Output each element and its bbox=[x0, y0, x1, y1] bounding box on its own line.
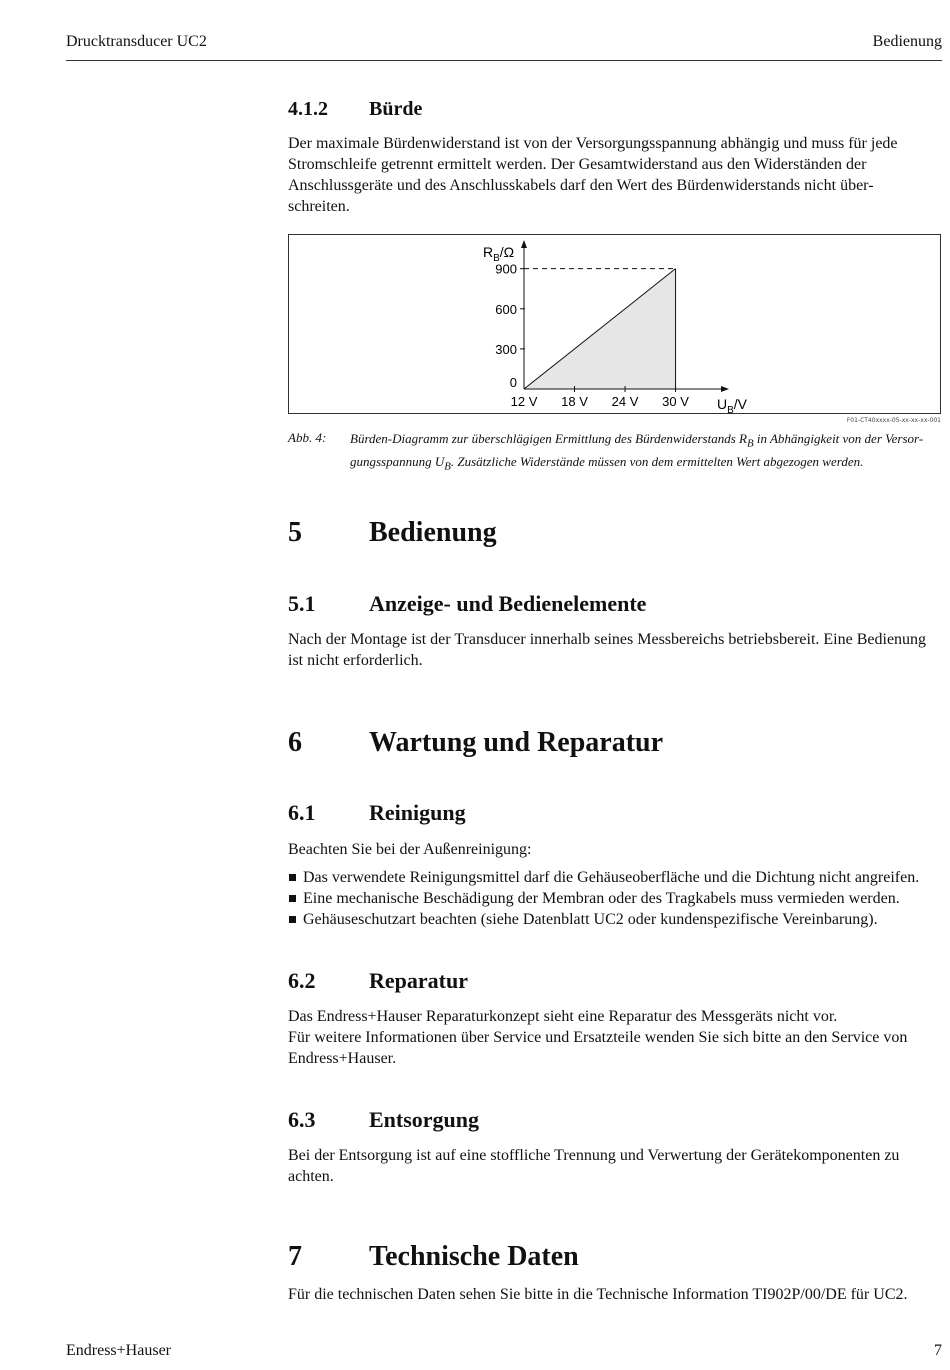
y-axis-label: $R_B/\Omega$ bbox=[483, 244, 515, 264]
running-header-chapter: Bedienung bbox=[872, 33, 942, 50]
figure-code: F01-CT40xxxx-05-xx-xx-xx-001 bbox=[846, 417, 941, 424]
paragraph-technische-daten: Für die technischen Daten sehen Sie bitte in die Technische Information TI902P/00/DE für UC2. bbox=[288, 1286, 908, 1303]
load-diagram-chart bbox=[289, 235, 940, 413]
paragraph-bedienelemente: Nach der Montage ist der Transducer innerhalb seines Messbereichs betriebsbereit. Eine Bedienung ist nicht erforderlich. bbox=[288, 631, 927, 669]
x-axis-label: $U_B/V$ bbox=[717, 396, 748, 413]
x-axis-arrow bbox=[721, 386, 729, 392]
heading-5: 5 Bedienung bbox=[288, 517, 497, 548]
y-tick-label: 300 bbox=[495, 341, 517, 357]
x-tick-label: 12 V bbox=[510, 394, 538, 409]
heading-7: 7 Technische Daten bbox=[288, 1241, 579, 1272]
paragraph-entsorgung: Bei der Entsorgung ist auf eine stoffliche Trennung und Verwertung der Gerätekomponenten zu achten. bbox=[288, 1147, 900, 1185]
reinigung-bullet-list bbox=[288, 867, 948, 930]
list-item: Eine mechanische Beschädigung der Membran oder des Tragkabels muss vermieden werden. bbox=[288, 888, 948, 909]
page-number: 7 bbox=[934, 1342, 942, 1359]
heading-4-1-2: 4.1.2 Bürde bbox=[288, 98, 423, 120]
y-axis-arrow bbox=[521, 240, 527, 248]
running-header-title: Drucktransducer UC2 bbox=[66, 33, 207, 50]
heading-6-2: 6.2 Reparatur bbox=[288, 968, 468, 993]
header-rule bbox=[66, 60, 942, 61]
y-tick-label: 600 bbox=[495, 301, 517, 317]
x-tick-label: 18 V bbox=[561, 394, 588, 409]
load-diagram-figure bbox=[288, 234, 941, 414]
heading-6: 6 Wartung und Reparatur bbox=[288, 727, 664, 758]
heading-6-1: 6.1 Reinigung bbox=[288, 800, 466, 825]
paragraph-buerde: Der maximale Bürdenwiderstand ist von der Versorgungsspannung abhängig und muss für jede Stromschleife getrennt ermittelt werden. Der Gesamtwiderstand aus den Widerständen der Anschlussgeräte und des Anschlusskabels darf den Wert des Bürdenwiderstands nicht über- schreiten. bbox=[288, 135, 898, 215]
y-tick-label: 0 bbox=[509, 375, 517, 390]
heading-5-1: 5.1 Anzeige- und Bedienelemente bbox=[288, 591, 647, 616]
list-item: Das verwendete Reinigungsmittel darf die Gehäuseoberfläche und die Dichtung nicht angreifen. bbox=[288, 867, 948, 888]
list-item: Gehäuseschutzart beachten (siehe Datenblatt UC2 oder kundenspezifische Vereinbarung). bbox=[288, 909, 948, 930]
footer-company: Endress+Hauser bbox=[66, 1342, 171, 1359]
figure-caption-label: Abb. 4: bbox=[288, 430, 327, 445]
figure-caption: Bürden-Diagramm zur überschlägigen Ermittlung des Bürdenwiderstands $R_B$ in Abhängigkeit von der Versor- gungsspannung $U_B$. Zusätzliche Widerstände müssen von dem ermittelten Wert abgezogen werden. bbox=[350, 431, 924, 473]
heading-6-3: 6.3 Entsorgung bbox=[288, 1107, 480, 1132]
y-tick-label: 900 bbox=[495, 261, 517, 277]
paragraph-reparatur: Das Endress+Hauser Reparaturkonzept sieht eine Reparatur des Messgeräts nicht vor. Für weitere Informationen über Service und Ersatzteile wenden Sie sich bitte an den Service von Endress+Hauser. bbox=[288, 1008, 908, 1067]
x-tick-label: 24 V bbox=[611, 394, 639, 409]
paragraph-reinigung-intro: Beachten Sie bei der Außenreinigung: bbox=[288, 841, 532, 858]
x-tick-label: 30 V bbox=[662, 394, 689, 409]
